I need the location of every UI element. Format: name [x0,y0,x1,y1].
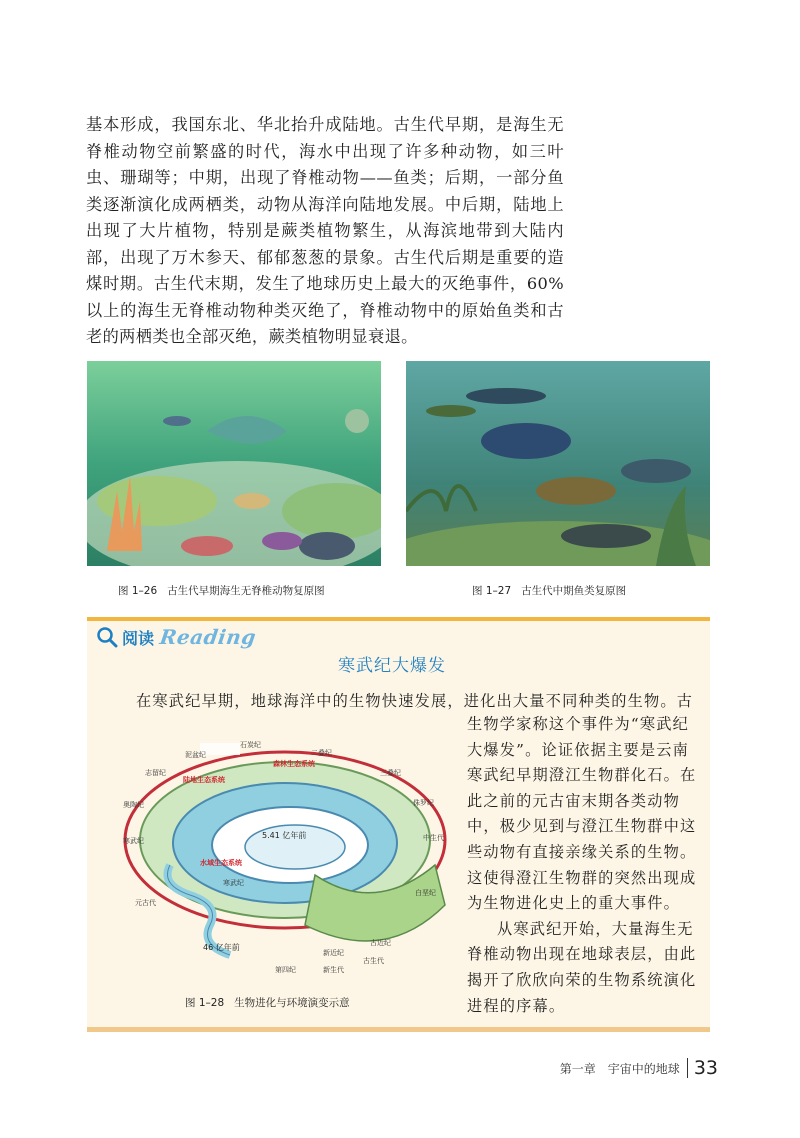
figure-1-28-diagram [115,735,455,980]
figure-1-27-image [406,361,710,566]
figure-1-27-caption [472,583,626,598]
figure-caption-text: 生物进化与环境演变示意 [234,997,350,1009]
label-zhuluo: 侏罗纪 [413,799,434,807]
reading-text-column [467,712,705,1019]
footer-divider [687,1058,688,1078]
label-time-46: 46 亿年前 [203,943,240,952]
label-time-541: 5.41 亿年前 [262,831,307,840]
label-hanwu-outer: 寒武纪 [123,837,144,845]
label-nipen: 泥盆纪 [185,751,206,759]
figure-number: 图 1–27 [472,585,512,597]
label-xinjindai: 新近纪 [323,949,344,957]
label-baie: 白垩纪 [415,889,436,897]
magnifier-icon [96,626,118,648]
figure-caption-text: 古生代中期鱼类复原图 [521,585,627,597]
reading-title: 寒武纪大爆发 [338,656,446,676]
reading-label-zh: 阅读 [122,628,155,648]
label-aotao: 奥陶纪 [123,801,144,809]
label-zhiliu: 志留纪 [145,769,166,777]
reading-paragraph-2: 从寒武纪开始，大量海生无脊椎动物出现在地球表层，由此揭开了欣欣向荣的生物系统演化进程的序幕。 [467,919,697,1015]
label-yuangudai: 元古代 [135,899,156,907]
reading-top-divider [87,617,710,621]
label-disiji: 第四纪 [275,966,296,974]
label-land-ecosystem: 陆地生态系统 [183,776,225,784]
reading-label-en: Reading [158,625,258,649]
label-xinshengdai: 新生代 [323,966,344,974]
figure-1-26-caption [118,583,325,598]
label-gujindai: 古近纪 [370,939,391,947]
figure-number: 图 1–28 [185,997,225,1009]
figure-caption-text: 古生代早期海生无脊椎动物复原图 [167,585,325,597]
figure-1-28-caption [185,995,350,1010]
figure-1-26-image [87,361,381,566]
figure-number: 图 1–26 [118,585,158,597]
reading-label [96,625,256,649]
reading-bottom-divider [87,1027,710,1032]
page-number: 33 [693,1057,718,1079]
label-ermie: 二叠纪 [311,749,332,757]
label-forest-ecosystem: 森林生态系统 [273,760,315,768]
body-paragraph: 基本形成，我国东北、华北抬升成陆地。古生代早期，是海生无脊椎动物空前繁盛的时代，海水中出现了许多种动物，如三叶虫、珊瑚等；中期，出现了脊椎动物——鱼类；后期，一部分鱼类逐渐演化成两栖类，动物从海洋向陆地发展。中后期，陆地上出现了大片植物，特别是蕨类植物繁生，从海滨地带到大陆内部，出现了万木参天、郁郁葱葱的景象。古生代后期是重要的造煤时期。古生代末期，发生了地球历史上最大的灭绝事件，60%以上的海生无脊椎动物种类灭绝了，脊椎动物中的原始鱼类和古老的两栖类也全部灭绝，蕨类植物明显衰退。 [86,115,564,346]
label-water-ecosystem: 水域生态系统 [200,859,242,867]
label-hanwu-inner: 寒武纪 [223,879,244,887]
label-gushengdai: 古生代 [363,957,384,965]
page-footer [560,1057,718,1079]
chapter-title: 第一章 宇宙中的地球 [559,1061,680,1076]
label-sandie: 三叠纪 [380,769,401,777]
reading-paragraph-1-rest: 生物学家称这个事件为“寒武纪大爆发”。论证依据主要是云南寒武纪早期澄江生物群化石。在此之前的元古宙末期各类动物中，极少见到与澄江生物群中这些动物有直接亲缘关系的生物。这使得澄江生物群的突然出现成为生物进化史上的重大事件。 [467,715,697,913]
reading-paragraph-1-first-line: 在寒武纪早期，地球海洋中的生物快速发展，进化出大量不同种类的生物。古 [136,692,694,710]
label-zhongshengdai: 中生代 [423,834,444,842]
label-shitan: 石炭纪 [240,741,261,749]
